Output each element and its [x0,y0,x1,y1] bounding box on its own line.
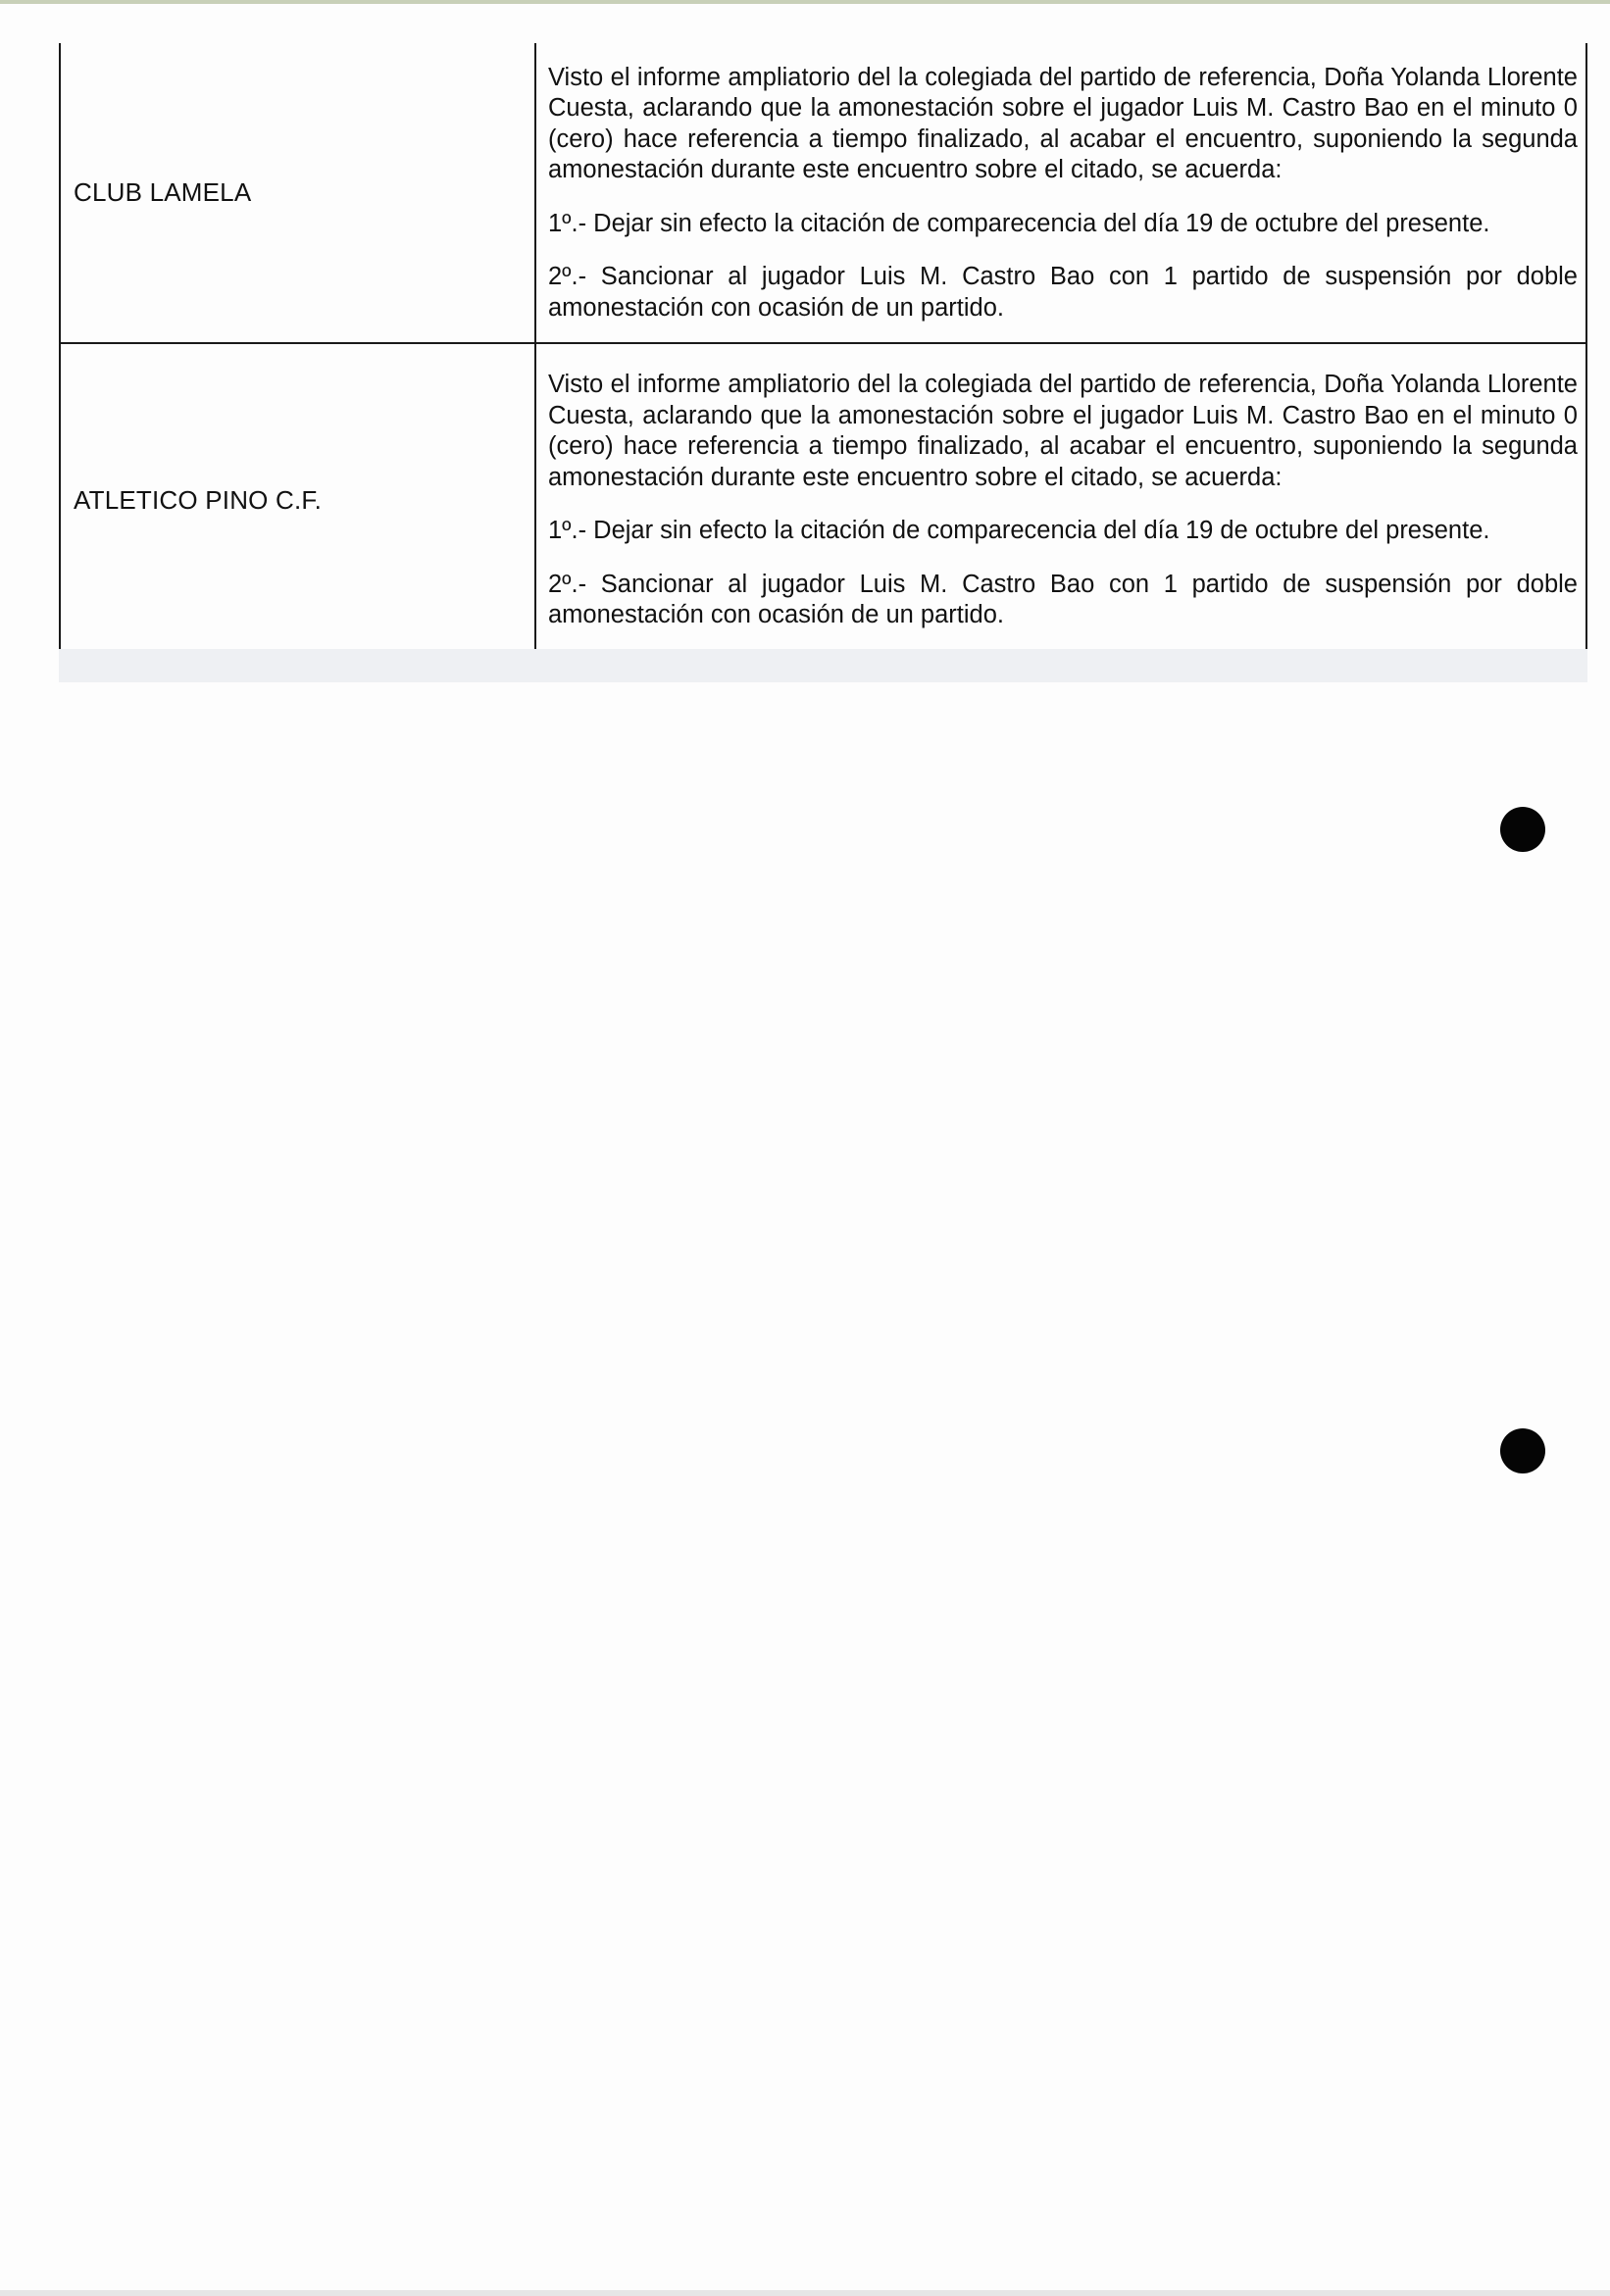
ruling-text [535,43,1586,343]
table-row [60,343,1586,657]
ruling-paragraph: Visto el informe ampliatorio del la colegiada del partido de referencia, Doña Yolanda Llorente Cuesta, aclarando que la amonestación sobre el jugador Luis M. Castro Bao en el minuto 0 (cero) hace referencia a tiempo finalizado, al acabar el encuentro, suponiendo la segunda amonestación durante este encuentro sobre el citado, se acuerda: [548,63,1578,184]
ruling-paragraph: 2º.- Sancionar al jugador Luis M. Castro Bao con 1 partido de suspensión por doble amonestación con ocasión de un partido. [548,263,1578,322]
ruling-text [535,343,1586,657]
ruling-paragraph: 1º.- Dejar sin efecto la citación de comparecencia del día 19 de octubre del presente. [548,209,1490,237]
page-bottom-edge [0,2290,1610,2296]
punch-hole-icon [1500,807,1545,852]
ruling-paragraph: 1º.- Dejar sin efecto la citación de comparecencia del día 19 de octubre del presente. [548,517,1490,545]
rulings-table [59,43,1587,658]
table-row [60,43,1586,343]
ruling-paragraph: Visto el informe ampliatorio del la colegiada del partido de referencia, Doña Yolanda Llorente Cuesta, aclarando que la amonestación sobre el jugador Luis M. Castro Bao en el minuto 0 (cero) hace referencia a tiempo finalizado, al acabar el encuentro, suponiendo la segunda amonestación durante este encuentro sobre el citado, se acuerda: [548,371,1578,491]
page-top-edge [0,0,1610,4]
club-name: CLUB LAMELA [60,43,535,343]
ruling-paragraph: 2º.- Sancionar al jugador Luis M. Castro Bao con 1 partido de suspensión por doble amonestación con ocasión de un partido. [548,570,1578,629]
punch-hole-icon [1500,1428,1545,1473]
club-name: ATLETICO PINO C.F. [60,343,535,657]
scan-shade-strip [59,649,1587,682]
